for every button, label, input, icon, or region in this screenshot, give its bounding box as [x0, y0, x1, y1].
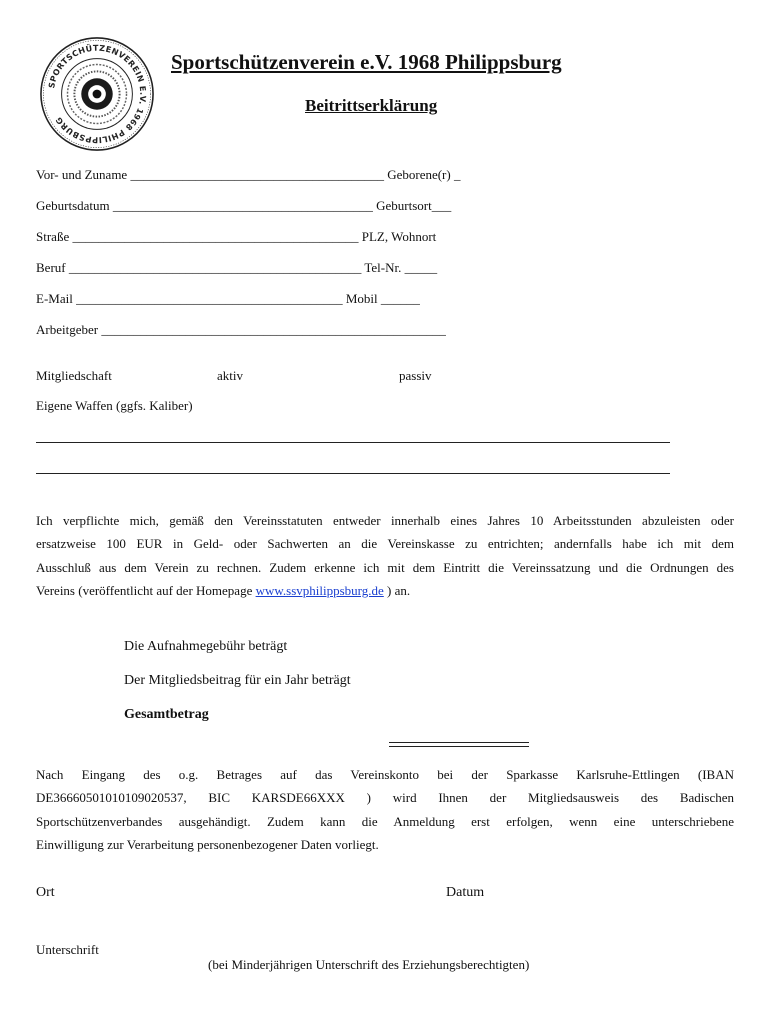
total-double-underline [389, 742, 529, 747]
membership-option-active[interactable]: aktiv [217, 368, 243, 383]
payment-paragraph [36, 763, 734, 856]
payment-line: Sportschützenverbandes ausgehändigt. Zudem kann die Anmeldung erst erfolgen, wenn eine unterschriebene [36, 813, 734, 829]
weapons-label: Eigene Waffen (ggfs. Kaliber) [36, 398, 193, 413]
email-field-line[interactable]: E-Mail _________________________________________ Mobil ______ [36, 291, 420, 306]
commitment-text-end: ) an. [387, 582, 411, 598]
admission-fee-label: Die Aufnahmegebühr beträgt [124, 639, 288, 654]
signature-label: Unterschrift [36, 942, 99, 957]
date-label: Datum [446, 885, 485, 900]
homepage-link[interactable]: www.ssvphilippsburg.de [255, 582, 384, 598]
job-field-line[interactable]: Beruf _____________________________________________ Tel-Nr. _____ [36, 260, 438, 275]
birthdate-field-line[interactable]: Geburtsdatum ________________________________________ Geburtsort___ [36, 198, 452, 213]
form-title: Beitrittserklärung [305, 96, 438, 115]
club-logo [38, 35, 156, 153]
total-fee-label: Gesamtbetrag [124, 707, 209, 722]
place-label: Ort [36, 885, 55, 900]
weapons-line-2[interactable] [36, 473, 670, 474]
guardian-signature-note: (bei Minderjährigen Unterschrift des Erziehungsberechtigten) [208, 957, 530, 972]
commitment-line: Ich verpflichte mich, gemäß den Vereinsstatuten entweder innerhalb eines Jahres 10 Arbeitsstunden abzuleisten oder [36, 513, 734, 528]
name-field-line[interactable]: Vor- und Zuname _______________________________________ Geborene(r) _ [36, 167, 461, 182]
employer-field-line[interactable]: Arbeitgeber _____________________________________________________ [36, 322, 446, 337]
page-title: Sportschützenverein e.V. 1968 Philippsburg [171, 50, 562, 74]
payment-line: Einwilligung zur Verarbeitung personenbezogener Daten vorliegt. [36, 836, 379, 852]
commitment-paragraph [36, 509, 734, 602]
membership-label: Mitgliedschaft [36, 368, 112, 383]
membership-option-passive[interactable]: passiv [399, 368, 432, 383]
commitment-line [36, 579, 734, 602]
weapons-line-1[interactable] [36, 442, 670, 443]
payment-line: DE36660501010109020537, BIC KARSDE66XXX ) wird Ihnen der Mitgliedsausweis des Badischen [36, 790, 734, 806]
payment-line: Nach Eingang des o.g. Betrages auf das Vereinskonto bei der Sparkasse Karlsruhe-Ettlingen (IBAN [36, 767, 734, 782]
annual-fee-label: Der Mitgliedsbeitrag für ein Jahr beträgt [124, 673, 351, 688]
commitment-line: Ausschluß aus dem Verein zu rechnen. Zudem erkenne ich mit dem Eintritt die Vereinssatzung und die Ordnungen des [36, 559, 734, 575]
logo-ring-text: SPORTSCHÜTZENVEREIN E.V. 1968 PHILIPPSBURG [47, 43, 148, 145]
commitment-line: ersatzweise 100 EUR in Geld- oder Sachwerten an die Vereinskasse zu entrichten; andernfalls habe ich mit dem [36, 536, 734, 552]
commitment-text: Vereins (veröffentlicht auf der Homepage [36, 582, 253, 598]
street-field-line[interactable]: Straße ____________________________________________ PLZ, Wohnort [36, 229, 437, 244]
